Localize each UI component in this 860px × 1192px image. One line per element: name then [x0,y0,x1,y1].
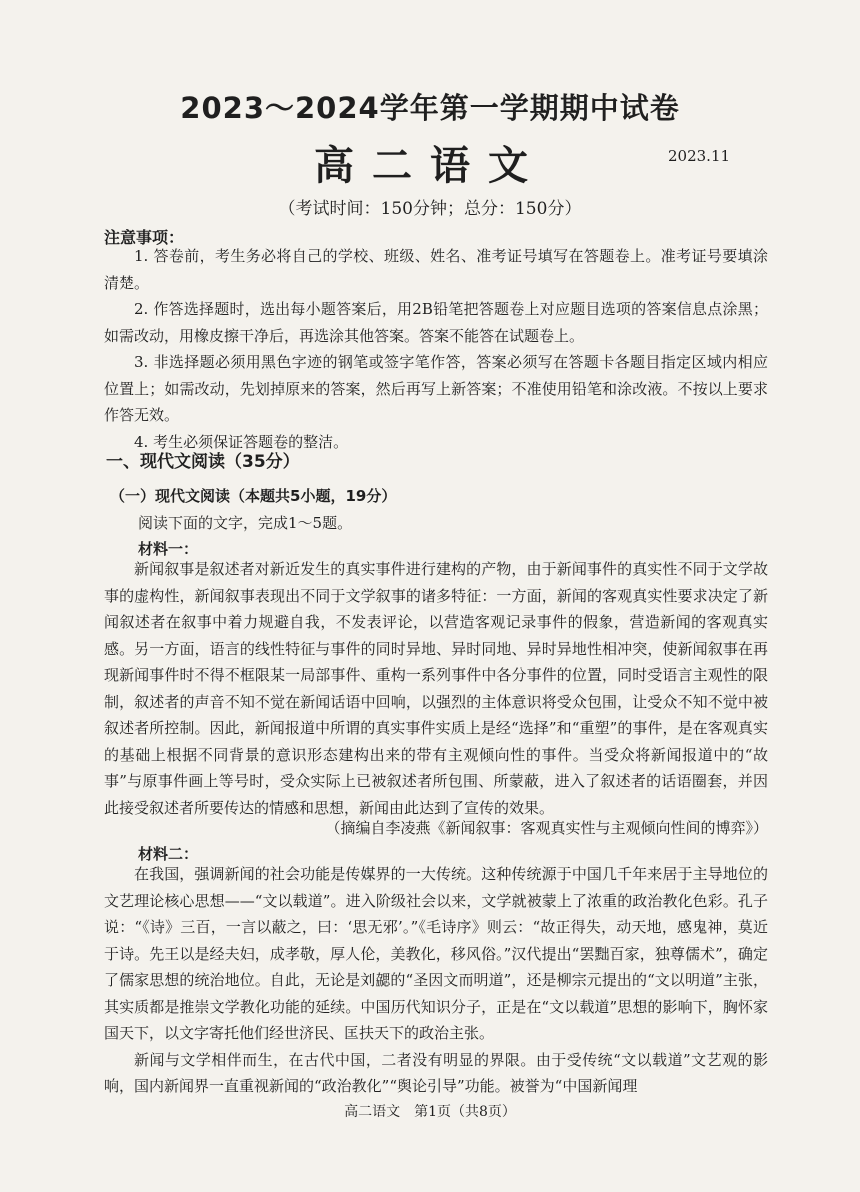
section-title: 一、现代文阅读（35分） [106,452,300,472]
material2-paragraph-2: 新闻与文学相伴而生，在古代中国，二者没有明显的界限。由于受传统“文以载道”文艺观的影响，国内新闻界一直重视新闻的“政治教化”“舆论引导”功能。被誉为“中国新闻理 [104,1050,768,1095]
page-footer: 高二语文 第1页（共8页） [344,1104,516,1120]
exam-title: 2023～2024学年第一学期期中试卷 [180,91,680,125]
subsection-title: （一）现代文阅读（本题共5小题，19分） [110,487,397,505]
exam-date: 2023.11 [668,147,731,165]
material2-body [104,861,768,1100]
reading-instruction: 阅读下面的文字，完成1～5题。 [138,514,353,532]
notice-list [104,243,768,455]
notice-item-1: 1. 答卷前，考生务必将自己的学校、班级、姓名、准考证号填写在答题卷上。准考证号要填涂清楚。 [104,247,768,292]
notice-item-3: 3. 非选择题必须用黑色字迹的钢笔或签字笔作答，答案必须写在答题卡各题目指定区域内相应位置上；如需改动，先划掉原来的答案，然后再写上新答案；不准使用铅笔和涂改液。不按以上要求作答无效。 [104,353,768,424]
material2-label: 材料二： [138,845,199,863]
subject-title: 高二语文 [314,142,546,189]
material1-source: （摘编自李凌燕《新闻叙事：客观真实性与主观倾向性间的博弈》） [325,819,768,837]
material2-paragraph-1: 在我国，强调新闻的社会功能是传媒界的一大传统。这种传统源于中国几千年来居于主导地位的文艺理论核心思想——“文以载道”。进入阶级社会以来，文学就被蒙上了浓重的政治教化色彩。孔子说：“《诗》三百，一言以蔽之，曰：‘思无邪’。”《毛诗序》则云：“故正得失，动天地，感鬼神，莫近于诗。先王以是经夫妇，成孝敬，厚人伦，美教化，移风俗。”汉代提出“罢黜百家，独尊儒术”，确定了儒家思想的统治地位。自此，无论是刘勰的“圣因文而明道”，还是柳宗元提出的“文以明道”主张，其实质都是推崇文学教化功能的延续。中国历代知识分子，正是在“文以载道”思想的影响下，胸怀家国天下，以文字寄托他们经世济民、匡扶天下的政治主张。 [104,865,768,1042]
material1-text: 新闻叙事是叙述者对新近发生的真实事件进行建构的产物，由于新闻事件的真实性不同于文学故事的虚构性，新闻叙事表现出不同于文学叙事的诸多特征：一方面，新闻的客观真实性要求决定了新闻叙述者在叙事中着力规避自我，不发表评论，以营造客观记录事件的假象，营造新闻的客观真实感。另一方面，语言的线性特征与事件的同时异地、异时同地、异时异地性相冲突，使新闻叙事在再现新闻事件时不得不框限某一局部事件、重构一系列事件中各分事件的位置，同时受语言主观性的限制，叙述者的声音不知不觉在新闻话语中回响，以强烈的主体意识将受众包围，让受众不知不觉中被叙述者所控制。因此，新闻报道中所谓的真实事件实质上是经“选择”和“重塑”的事件，是在客观真实的基础上根据不同背景的意识形态建构出来的带有主观倾向性的事件。当受众将新闻报道中的“故事”与原事件画上等号时，受众实际上已被叙述者所包围、所蒙蔽，进入了叙述者的话语圈套，并因此接受叙述者所要传达的情感和思想，新闻由此达到了宣传的效果。 [104,560,768,817]
notice-item-4: 4. 考生必须保证答题卷的整洁。 [134,432,349,451]
material1-body [104,556,768,821]
notice-heading: 注意事项： [104,228,185,247]
notice-item-2: 2. 作答选择题时，选出每小题答案后，用2B铅笔把答题卷上对应题目选项的答案信息点涂黑；如需改动，用橡皮擦干净后，再选涂其他答案。答案不能答在试题卷上。 [104,300,768,345]
material1-label: 材料一： [138,540,199,558]
exam-info: （考试时间：150分钟；总分：150分） [278,199,582,219]
